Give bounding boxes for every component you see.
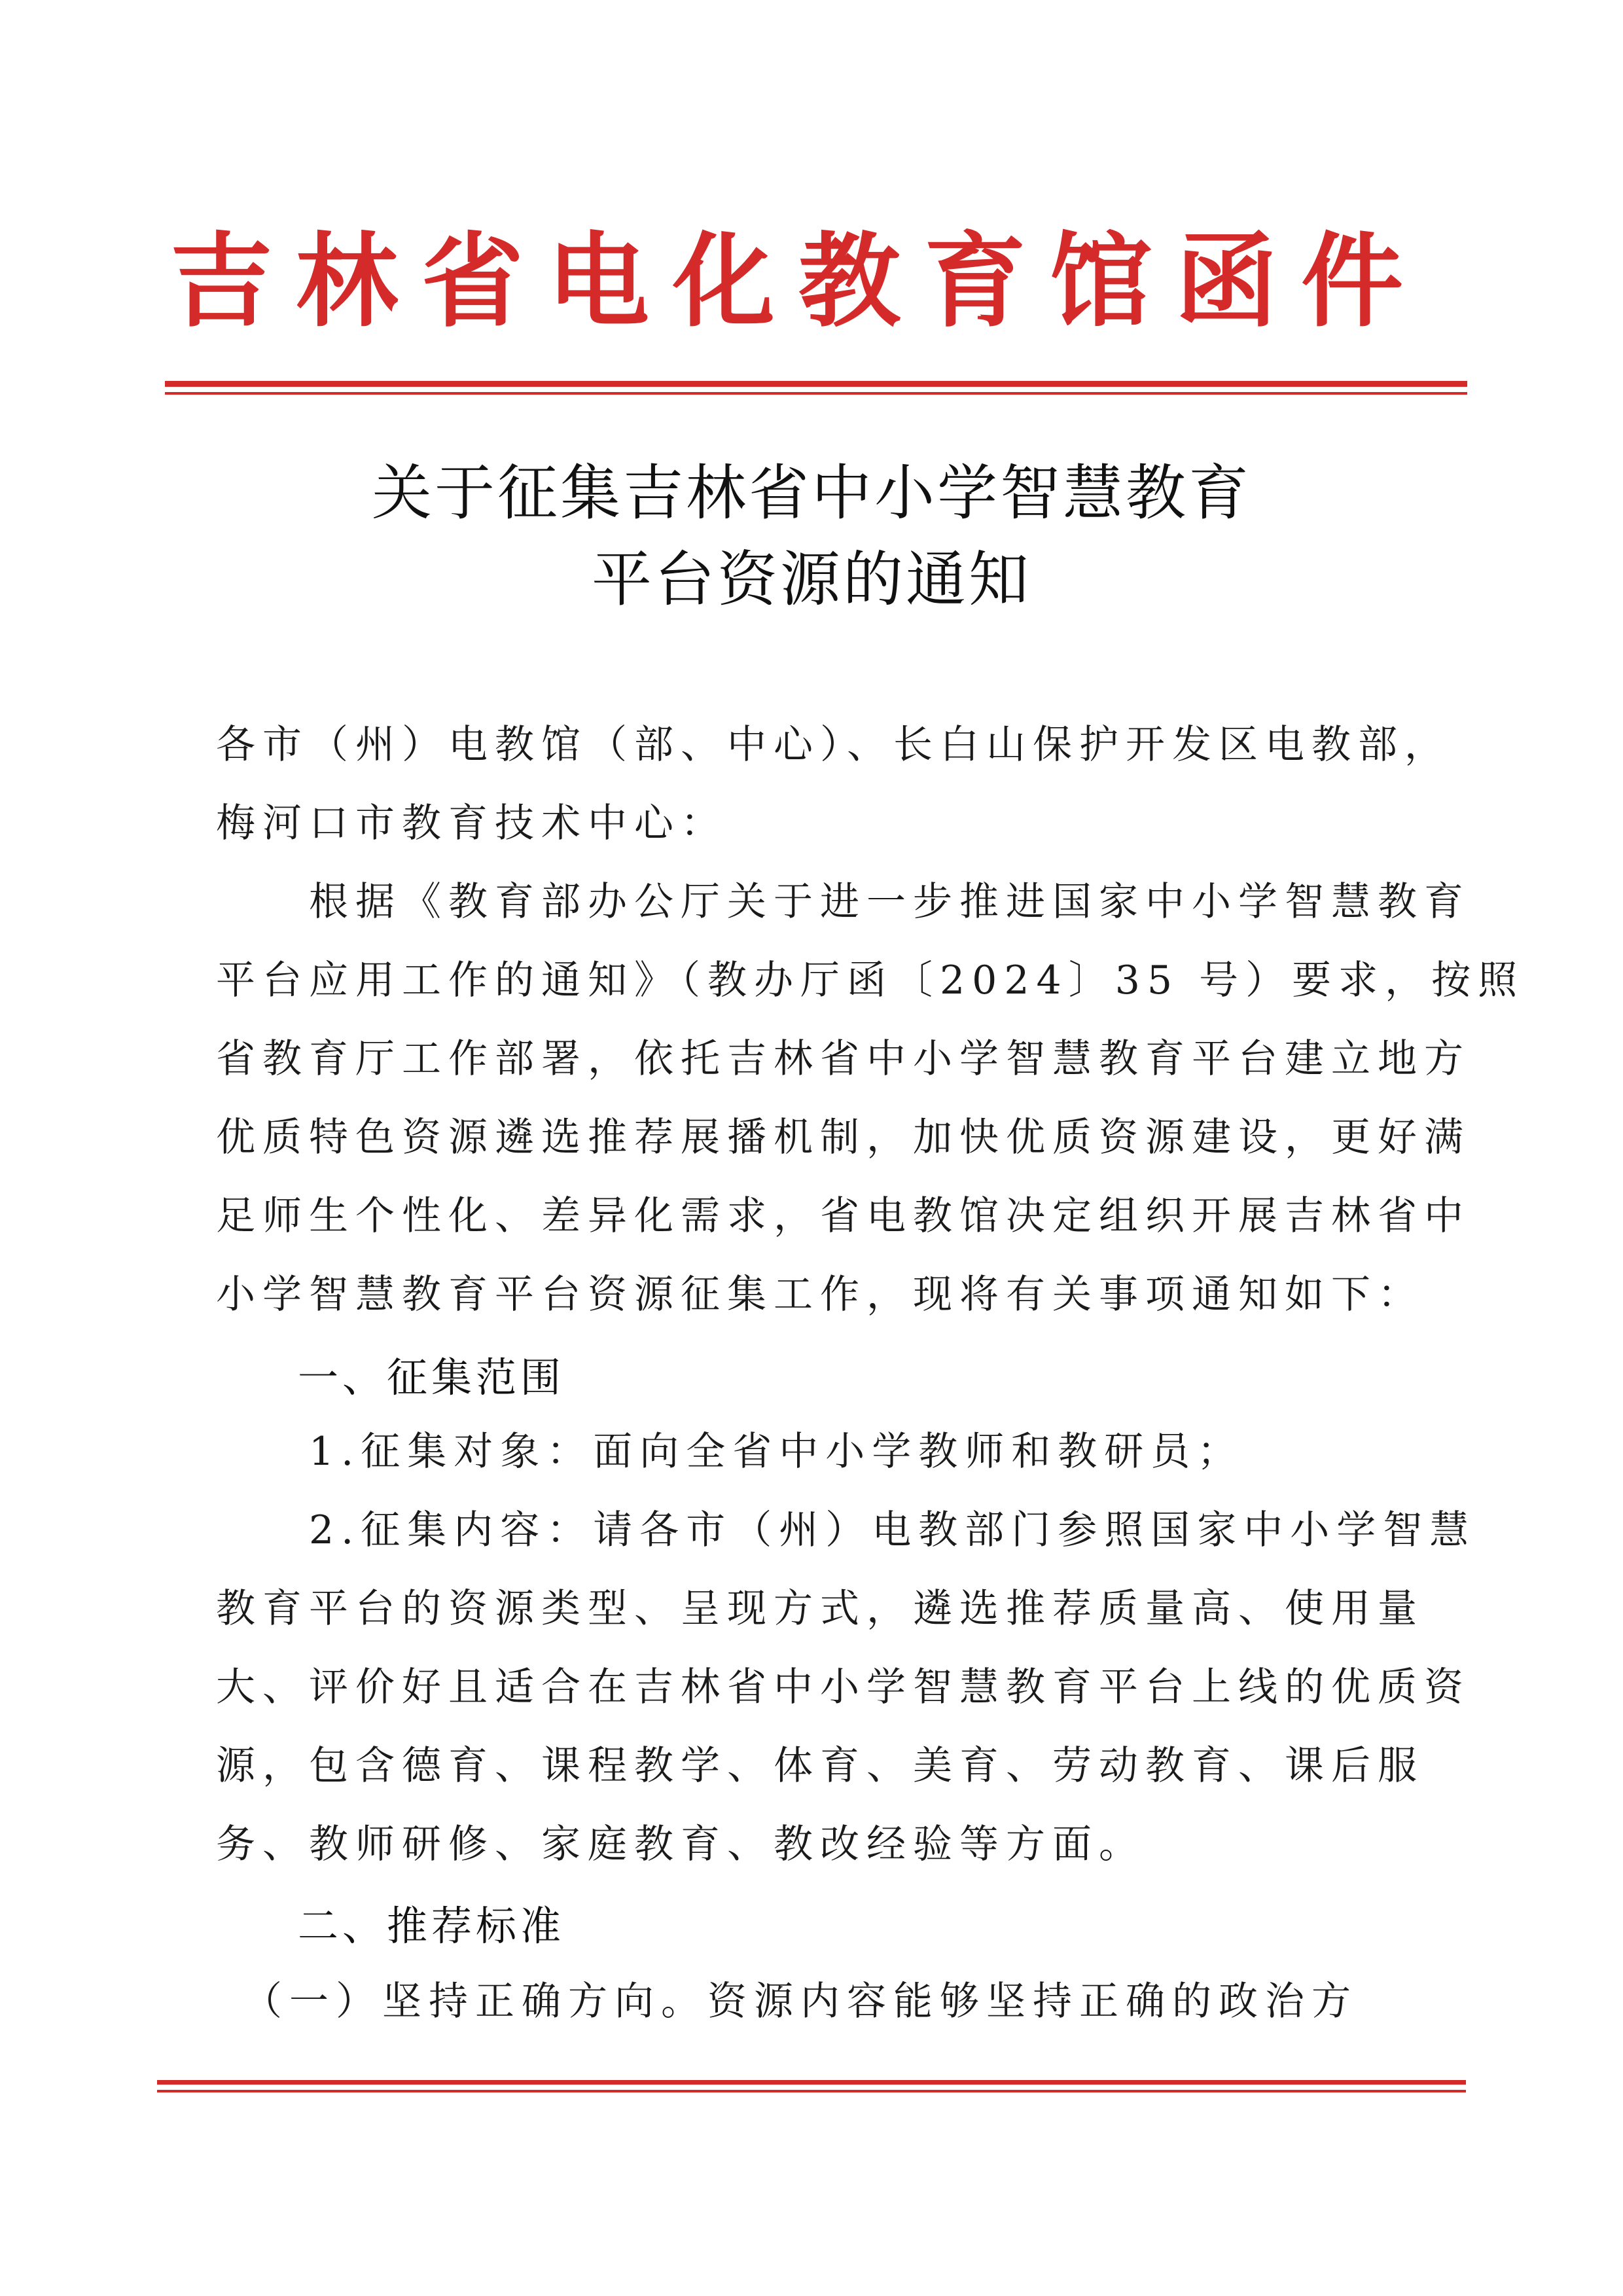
footer-rule-thick (157, 2080, 1466, 2085)
scope-item-2-line: 教育平台的资源类型、呈现方式，遴选推荐质量高、使用量 (216, 1586, 1424, 1632)
addressee-line-1: 各市（州）电教馆（部、中心）、长白山保护开发区电教部， (216, 722, 1451, 768)
scope-item-2-line: 源，包含德育、课程教学、体育、美育、劳动教育、课后服 (216, 1743, 1424, 1789)
section-heading-standards: 二、推荐标准 (298, 1902, 565, 1950)
letterhead-rule-thin (165, 392, 1467, 395)
scope-item-1: 1.征集对象：面向全省中小学教师和教研员； (216, 1429, 1244, 1475)
footer-rule-thin (157, 2090, 1466, 2092)
addressee-line-2: 梅河口市教育技术中心： (216, 800, 727, 846)
document-title-line-2: 平台资源的通知 (591, 545, 1031, 615)
intro-line: 足师生个性化、差异化需求，省电教馆决定组织开展吉林省中 (216, 1193, 1471, 1239)
standards-item-1: （一）坚持正确方向。资源内容能够坚持正确的政治方 (216, 1979, 1358, 2024)
letterhead-title: 吉林省电化教育馆函件 (170, 221, 1427, 341)
intro-line: 根据《教育部办公厅关于进一步推进国家中小学智慧教育 (216, 879, 1471, 925)
intro-line: 省教育厅工作部署，依托吉林省中小学智慧教育平台建立地方 (216, 1036, 1471, 1082)
scope-item-2-line: 务、教师研修、家庭教育、教改经验等方面。 (216, 1821, 1145, 1867)
document-title-line-1: 关于征集吉林省中小学智慧教育 (371, 458, 1251, 528)
scope-item-2-line: 2.征集内容：请各市（州）电教部门参照国家中小学智慧 (216, 1507, 1476, 1553)
intro-line: 小学智慧教育平台资源征集工作，现将有关事项通知如下： (216, 1272, 1424, 1318)
intro-line: 平台应用工作的通知》（教办厅函〔2024〕35 号）要求，按照 (216, 958, 1525, 1003)
intro-line: 优质特色资源遴选推荐展播机制，加快优质资源建设，更好满 (216, 1115, 1471, 1160)
letterhead-rule-thick (165, 381, 1467, 387)
section-heading-scope: 一、征集范围 (298, 1354, 565, 1401)
scope-item-2-line: 大、评价好且适合在吉林省中小学智慧教育平台上线的优质资 (216, 1664, 1471, 1710)
